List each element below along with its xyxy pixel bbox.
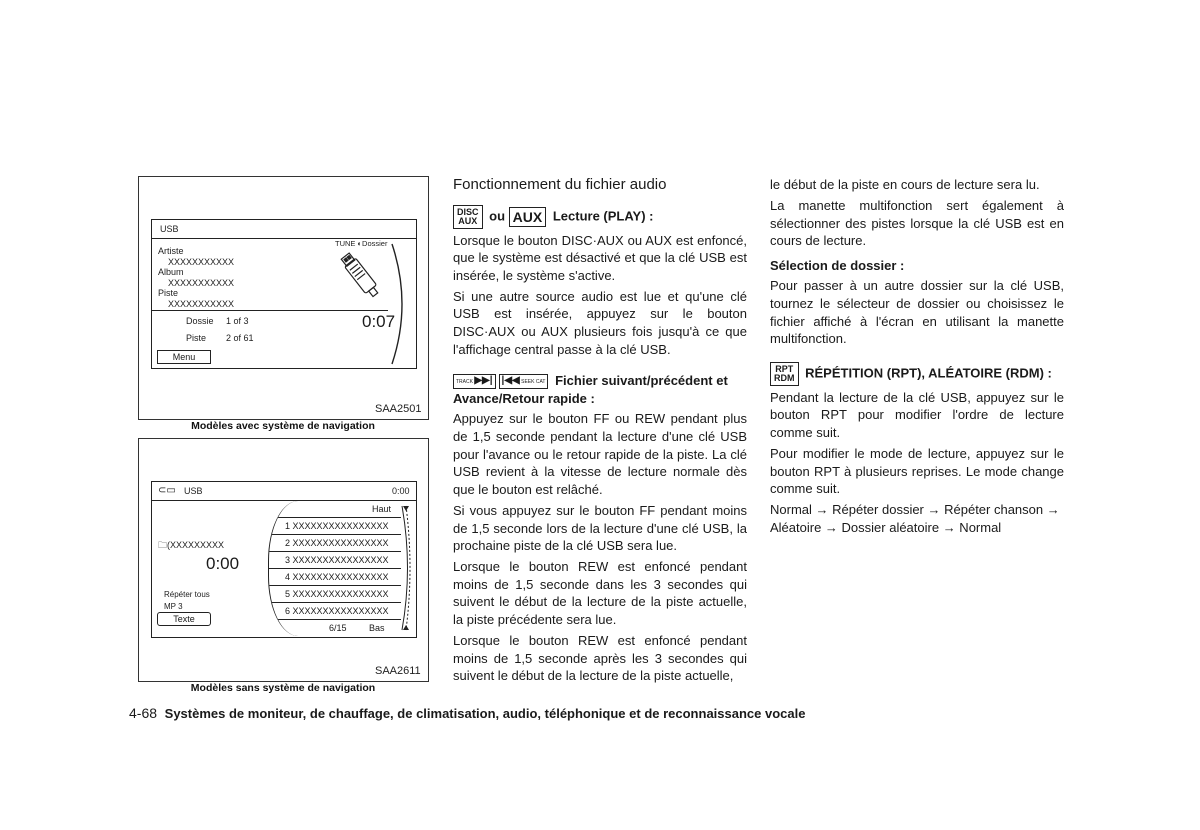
paragraph: Appuyez sur le bouton FF ou REW pendant plus de 1,5 seconde pendant la lecture d'une clé USB pour l'avance ou le retour rapide de la piste. La clé USB revient à la vitesse de lecture normale dès que le bouton est relâché. xyxy=(453,411,747,497)
dial-icon: ◐ xyxy=(357,239,363,248)
list-item[interactable]: 4 XXXXXXXXXXXXXXXX xyxy=(269,569,401,586)
track-list xyxy=(268,501,401,636)
list-count: 6/15 xyxy=(329,623,347,633)
seek-back-key-icon: |◀◀ SEEK CAT xyxy=(499,374,549,389)
list-bottom-row[interactable] xyxy=(269,620,401,636)
paragraph: Lorsque le bouton REW est enfoncé pendant moins de 1,5 seconde dans les 3 secondes qui suivent le début de la lecture de la piste actuelle, la piste précédente sera lue. xyxy=(453,559,747,627)
usb-plug-icon: ⊂▭ xyxy=(158,485,176,496)
figure-without-navigation xyxy=(138,438,429,682)
list-scrollbar[interactable] xyxy=(400,504,414,632)
usb-screen xyxy=(151,219,417,369)
repeat-random-heading: RPT RDM RÉPÉTITION (RPT), ALÉATOIRE (RDM) : xyxy=(770,362,1064,386)
folder-icon: 🗀 xyxy=(158,540,168,550)
paragraph: Pour passer à un autre dossier sur la clé USB, tournez le sélecteur de dossier ou choisissez le fichier affiché à l'écran en utilisant la manette multifonction. xyxy=(770,278,1064,347)
track-value: XXXXXXXXXXX xyxy=(168,299,235,309)
repeat-mode: Répéter tous xyxy=(164,590,210,599)
list-item[interactable]: 5 XXXXXXXXXXXXXXXX xyxy=(269,586,401,603)
list-item[interactable]: 3 XXXXXXXXXXXXXXXX xyxy=(269,552,401,569)
paragraph: Lorsque le bouton DISC·AUX ou AUX est enfoncé, que le système est désactivé et que la clé USB est insérée, le système s'active. xyxy=(453,232,747,283)
paragraph: Pour modifier le mode de lecture, appuyez sur le bouton RPT à plusieurs reprises. Le mode change comme suit. xyxy=(770,446,1064,497)
menu-button[interactable]: Menu xyxy=(157,350,211,364)
usb-stick-icon xyxy=(338,248,386,304)
folder-heading: Sélection de dossier : xyxy=(770,257,905,273)
track-row-label: Piste xyxy=(186,333,207,343)
text-button[interactable]: Texte xyxy=(157,612,211,626)
page-footer xyxy=(129,705,805,721)
rpt-rdm-key-icon: RPT RDM xyxy=(770,362,799,386)
playback-time: 0:07 xyxy=(362,312,396,331)
folder-name: 🗀(XXXXXXXXX xyxy=(158,540,225,550)
figure-code: SAA2501 xyxy=(375,403,422,415)
track-forward-key-icon: TRACK ▶▶| xyxy=(453,374,496,389)
paragraph: Normal → Répéter dossier → Répéter chanson → Aléatoire → Dossier aléatoire → Normal xyxy=(770,502,1060,535)
paragraph: Pendant la lecture de la clé USB, appuyez sur le bouton RPT pour modifier l'ordre de lecture comme suit. xyxy=(770,389,1064,441)
paragraph: La manette multifonction sert également à sélectionner des pistes lorsque la clé USB est en cours de lecture. xyxy=(770,198,1064,249)
file-format: MP 3 xyxy=(164,602,183,611)
list-item[interactable]: 2 XXXXXXXXXXXXXXXX xyxy=(269,535,401,552)
text-column-right xyxy=(770,176,1064,540)
paragraph: Si une autre source audio est lue et qu'une clé USB est insérée, appuyez sur le bouton DISC·AUX ou AUX plusieurs fois jusqu'à ce que l'affichage central passe à la clé USB. xyxy=(453,288,747,357)
artist-label: Artiste xyxy=(158,246,184,256)
screen-header: USB xyxy=(160,224,179,234)
album-value: XXXXXXXXXXX xyxy=(168,278,235,288)
aux-key-icon: AUX xyxy=(509,207,547,227)
folder-row-value: 1 of 3 xyxy=(226,316,249,326)
track-row-value: 2 of 61 xyxy=(226,333,254,343)
playback-time: 0:00 xyxy=(206,554,240,573)
list-bottom: Bas xyxy=(369,623,385,633)
track-label: Piste xyxy=(158,288,179,298)
folder-row-label: Dossie xyxy=(186,316,214,326)
figure-code: SAA2611 xyxy=(375,665,421,677)
usb-list-screen xyxy=(151,481,417,638)
track-seek-heading: TRACK ▶▶| |◀◀ SEEK CAT Fichier suivant/précédent et Avance/Retour rapide : xyxy=(453,373,728,406)
tune-folder-hint: TUNE ◐Dossier xyxy=(335,239,388,248)
list-item[interactable]: 1 XXXXXXXXXXXXXXXX xyxy=(269,518,401,535)
list-top-row[interactable]: Haut xyxy=(269,501,401,518)
list-item[interactable]: 6 XXXXXXXXXXXXXXXX xyxy=(269,603,401,620)
text-column-middle xyxy=(453,176,747,688)
artist-value: XXXXXXXXXXX xyxy=(168,257,235,267)
screen-header: USB xyxy=(184,486,203,496)
figure-caption: Modèles sans système de navigation xyxy=(190,682,376,694)
page-number: 4-68 xyxy=(129,705,158,721)
disc-aux-key-icon: DISC AUX xyxy=(453,205,483,229)
chapter-title: Systèmes de moniteur, de chauffage, de climatisation, audio, téléphonique et de reconnaissance vocale xyxy=(164,706,806,721)
figure-caption: Modèles avec système de navigation xyxy=(191,420,375,432)
scroll-arc xyxy=(388,242,414,366)
paragraph: le début de la piste en cours de lecture sera lu. xyxy=(770,177,1040,192)
play-heading: DISC AUX ou AUX Lecture (PLAY) : xyxy=(453,205,747,229)
figure-with-navigation xyxy=(138,176,429,420)
section-title: Fonctionnement du fichier audio xyxy=(453,176,667,193)
paragraph: Si vous appuyez sur le bouton FF pendant moins de 1,5 seconde lors de la lecture d'une clé USB, la prochaine piste de la clé USB sera lue. xyxy=(453,502,747,554)
album-label: Album xyxy=(158,267,184,277)
paragraph: Lorsque le bouton REW est enfoncé pendant moins de 1,5 seconde après les 3 secondes qui suivent le début de la lecture de la piste actuelle, xyxy=(453,633,747,684)
header-time: 0:00 xyxy=(392,486,410,496)
